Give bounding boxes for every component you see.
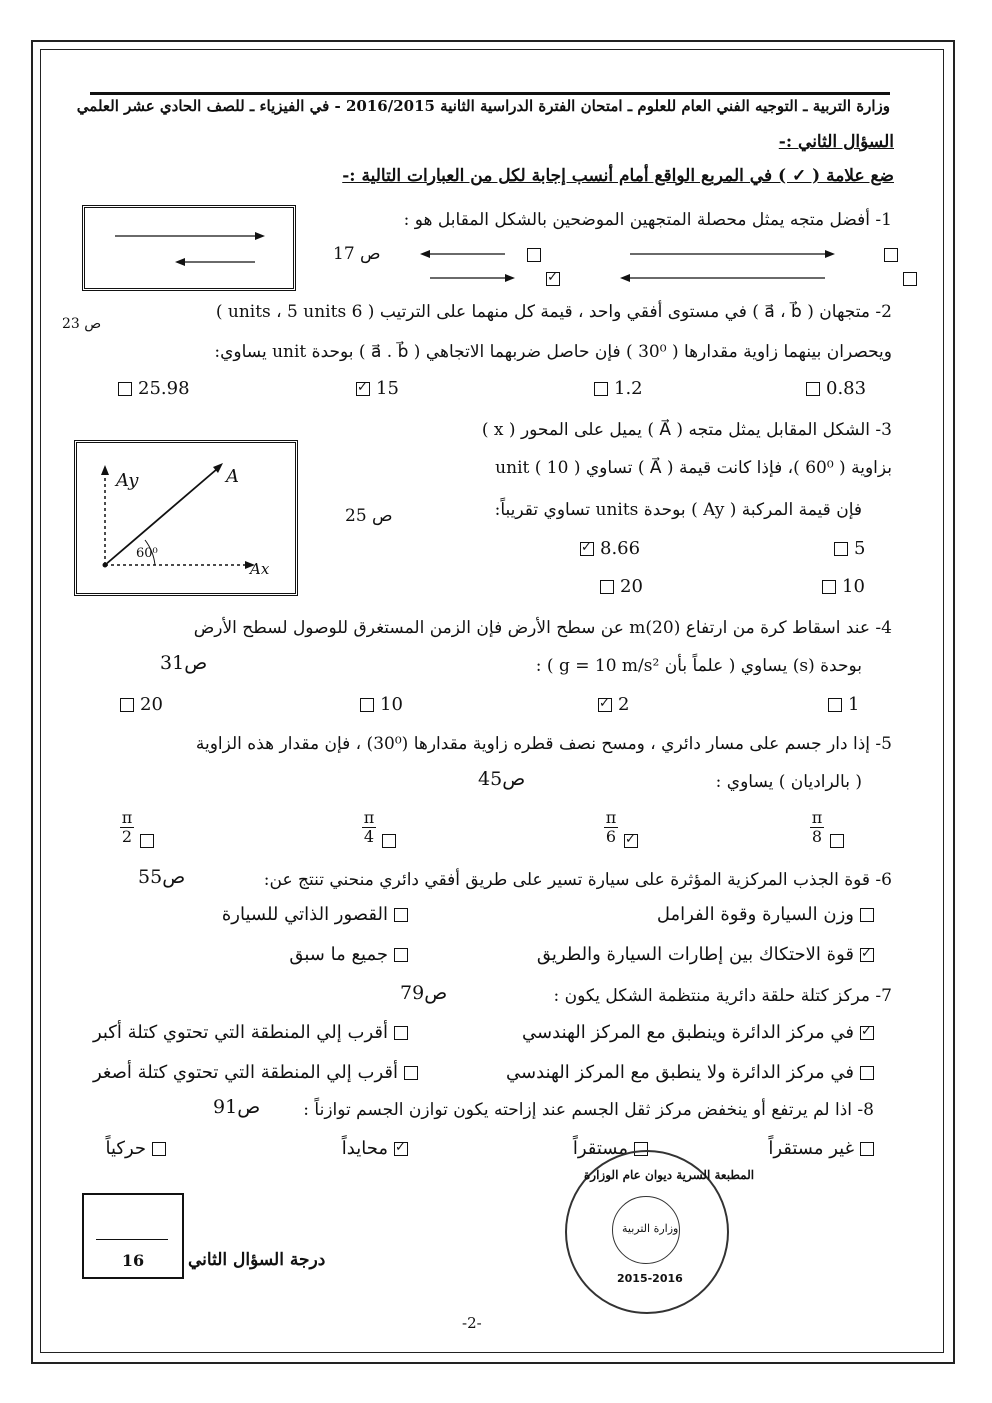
q1-text: 1- أفضل متجه يمثل محصلة المتجهين الموضحين بالشكل المقابل هو : bbox=[403, 210, 892, 230]
q4-option-2[interactable]: ✓ 2 bbox=[598, 694, 629, 715]
q2-option-1[interactable]: 0.83 bbox=[806, 378, 866, 399]
q5-fraction-3: $\frac{\pi}{4}$ bbox=[363, 807, 375, 846]
q5-option-4[interactable] bbox=[120, 806, 154, 848]
q5-option-3[interactable] bbox=[362, 806, 396, 848]
q3-checkbox-3[interactable] bbox=[822, 580, 836, 594]
q3-option-2[interactable]: ✓ 8.66 bbox=[580, 538, 640, 559]
q3-option-3[interactable]: 10 bbox=[822, 576, 865, 597]
q7-text: 7- مركز كتلة حلقة دائرية منتظمة الشكل يكون : bbox=[553, 986, 892, 1006]
q8-checkbox-3[interactable] bbox=[394, 1142, 408, 1156]
q2-option-4[interactable]: 25.98 bbox=[118, 378, 190, 399]
q3-option-4[interactable]: 20 bbox=[600, 576, 643, 597]
q5-fraction-2: $\frac{\pi}{6}$ bbox=[605, 807, 617, 846]
q1-page-ref: ص 17 bbox=[333, 244, 381, 264]
q1-checkbox-a[interactable] bbox=[527, 248, 541, 262]
q4-page-ref: ص31 bbox=[160, 652, 208, 674]
q2-checkbox-3[interactable] bbox=[356, 382, 370, 396]
q1-options-svg bbox=[420, 242, 890, 290]
stamp-outer-text: المطبعة السرية ديوان عام الوزارة bbox=[584, 1168, 755, 1182]
q2-line1: 2- متجهان ( a⃗ ، b⃗ ) في مستوى أفقي واحد ، قيمة كل منهما على الترتيب ( 6 units ، 5 units ) bbox=[215, 302, 892, 322]
q7-page-ref: ص79 bbox=[400, 982, 448, 1004]
q6-checkbox-4[interactable] bbox=[394, 948, 408, 962]
q8-checkbox-1[interactable] bbox=[860, 1142, 874, 1156]
q1-vector-left-head bbox=[175, 258, 185, 266]
q4-option-3[interactable]: 10 bbox=[360, 694, 403, 715]
grade-value: 16 bbox=[121, 1251, 145, 1270]
q3-label-a: A bbox=[226, 466, 239, 487]
q1-figure bbox=[82, 205, 296, 291]
stamp-inner-text: وزارة التربية bbox=[622, 1222, 679, 1235]
q4-checkbox-3[interactable] bbox=[360, 698, 374, 712]
q6-option-1[interactable]: وزن السيارة وقوة الفرامل bbox=[657, 904, 874, 925]
q8-text: 8- اذا لم يرتفع أو ينخفض مركز ثقل الجسم عند إزاحته يكون توازن الجسم توازناً : bbox=[303, 1100, 874, 1120]
q7-checkbox-1[interactable] bbox=[860, 1026, 874, 1040]
q6-checkbox-3[interactable] bbox=[860, 948, 874, 962]
q6-option-4[interactable]: جميع ما سبق bbox=[289, 944, 408, 965]
q3-checkbox-2[interactable] bbox=[580, 542, 594, 556]
q7-checkbox-3[interactable] bbox=[860, 1066, 874, 1080]
q1-option-1[interactable] bbox=[420, 242, 890, 294]
q7-option-4[interactable]: أقرب إلي المنطقة التي تحتوي كتلة أصغر bbox=[93, 1062, 418, 1083]
q2-checkbox-4[interactable] bbox=[118, 382, 132, 396]
q4-line1: 4- عند اسقاط كرة من ارتفاع (20)m عن سطح الأرض فإن الزمن المستغرق للوصول لسطح الأرض bbox=[193, 618, 892, 638]
q3-line3: فإن قيمة المركبة ( Ay ) بوحدة units تساوي تقريباً: bbox=[494, 500, 862, 520]
q3-line1: 3- الشكل المقابل يمثل متجه ( A⃗ ) يميل على المحور ( x ) bbox=[481, 420, 892, 440]
q5-fraction-1: $\frac{\pi}{8}$ bbox=[811, 807, 823, 846]
q8-page-ref: ص91 bbox=[213, 1096, 261, 1118]
exam-header: وزارة التربية ـ التوجيه الفني العام للعلوم ـ امتحان الفترة الدراسية الثانية 2016/2015 - في الفيزياء ـ للصف الحادي عشر العلمي bbox=[90, 92, 890, 119]
q2-page-ref: ص 23 bbox=[62, 316, 102, 332]
q7-option-2[interactable]: أقرب إلي المنطقة التي تحتوي كتلة أكبر bbox=[93, 1022, 408, 1043]
q5-checkbox-2[interactable] bbox=[624, 834, 638, 848]
grade-box bbox=[82, 1193, 184, 1279]
q4-checkbox-2[interactable] bbox=[598, 698, 612, 712]
q4-line2: بوحدة (s) يساوي ( علماً بأن g = 10 m/s² ) : bbox=[535, 656, 862, 676]
q4-checkbox-1[interactable] bbox=[828, 698, 842, 712]
q5-line2: ( بالراديان ) يساوي : bbox=[715, 772, 862, 792]
q6-checkbox-1[interactable] bbox=[860, 908, 874, 922]
q8-checkbox-4[interactable] bbox=[152, 1142, 166, 1156]
q2-checkbox-1[interactable] bbox=[806, 382, 820, 396]
q3-checkbox-1[interactable] bbox=[834, 542, 848, 556]
q2-checkbox-2[interactable] bbox=[594, 382, 608, 396]
q3-label-ax: Ax bbox=[250, 560, 270, 578]
q7-option-1[interactable]: ✓ في مركز الدائرة وينطبق مع المركز الهندسي bbox=[522, 1022, 874, 1043]
q5-option-2[interactable] bbox=[604, 806, 638, 848]
q8-option-2[interactable]: مستقراً bbox=[573, 1138, 648, 1159]
q5-checkbox-4[interactable] bbox=[140, 834, 154, 848]
q8-option-3[interactable]: ✓ محايداً bbox=[342, 1138, 408, 1159]
q1-vectors-svg bbox=[85, 208, 293, 288]
q3-option-1[interactable]: 5 bbox=[834, 538, 865, 559]
q5-checkbox-1[interactable] bbox=[830, 834, 844, 848]
q1-checkbox-b[interactable] bbox=[546, 272, 560, 286]
q5-checkbox-3[interactable] bbox=[382, 834, 396, 848]
q6-option-2[interactable]: القصور الذاتي للسيارة bbox=[222, 904, 408, 925]
q6-text: 6- قوة الجذب المركزية المؤثرة على سيارة تسير على طريق أفقي دائري منحني تنتج عن: bbox=[263, 870, 892, 890]
q3-label-ay: Ay bbox=[116, 470, 139, 491]
q1-vector-right-head bbox=[255, 232, 265, 240]
q4-checkbox-4[interactable] bbox=[120, 698, 134, 712]
q3-checkbox-4[interactable] bbox=[600, 580, 614, 594]
stamp-year: 2015-2016 bbox=[617, 1272, 683, 1285]
grade-label: درجة السؤال الثاني bbox=[188, 1250, 326, 1270]
q5-fraction-4: $\frac{\pi}{2}$ bbox=[121, 807, 133, 846]
q4-option-1[interactable]: 1 bbox=[828, 694, 859, 715]
q3-page-ref: ص 25 bbox=[345, 506, 393, 526]
section-title: السؤال الثاني :- bbox=[778, 132, 894, 152]
q2-line2: ويحصران بينهما زاوية مقدارها ( 30⁰ ) فإن حاصل ضربهما الاتجاهي ( a⃗ . b⃗ ) بوحدة unit يساوي: bbox=[214, 342, 892, 362]
page-number: -2- bbox=[462, 1314, 482, 1332]
section-instruction: ضع علامة ( ✓ ) في المربع الواقع أمام أنسب إجابة لكل من العبارات التالية :- bbox=[342, 166, 894, 186]
q1-checkbox-d[interactable] bbox=[903, 272, 917, 286]
q5-line1: 5- إذا دار جسم على مسار دائري ، ومسح نصف قطره زاوية مقدارها (30⁰) ، فإن مقدار هذه الزاوية bbox=[195, 734, 892, 754]
q8-option-1[interactable]: غير مستقراً bbox=[768, 1138, 874, 1159]
q2-option-3[interactable]: ✓ 15 bbox=[356, 378, 399, 399]
q3-label-angle: 60⁰ bbox=[136, 546, 158, 561]
q7-option-3[interactable]: في مركز الدائرة ولا ينطبق مع المركز الهندسي bbox=[506, 1062, 874, 1083]
q6-page-ref: ص55 bbox=[138, 866, 186, 888]
q3-line2: بزاوية ( 60⁰ )، فإذا كانت قيمة ( A⃗ ) تساوي unit ( 10 ) bbox=[495, 458, 892, 478]
q4-option-4[interactable]: 20 bbox=[120, 694, 163, 715]
q7-checkbox-4[interactable] bbox=[404, 1066, 418, 1080]
q1-checkbox-c[interactable] bbox=[884, 248, 898, 262]
q7-checkbox-2[interactable] bbox=[394, 1026, 408, 1040]
q2-option-2[interactable]: 1.2 bbox=[594, 378, 643, 399]
q5-page-ref: ص45 bbox=[478, 768, 526, 790]
q5-option-1[interactable] bbox=[810, 806, 844, 848]
q8-option-4[interactable]: حركياً bbox=[105, 1138, 166, 1159]
q6-option-3[interactable]: ✓ قوة الاحتكاك بين إطارات السيارة والطريق bbox=[537, 944, 874, 965]
q6-checkbox-2[interactable] bbox=[394, 908, 408, 922]
grade-divider bbox=[96, 1239, 168, 1240]
